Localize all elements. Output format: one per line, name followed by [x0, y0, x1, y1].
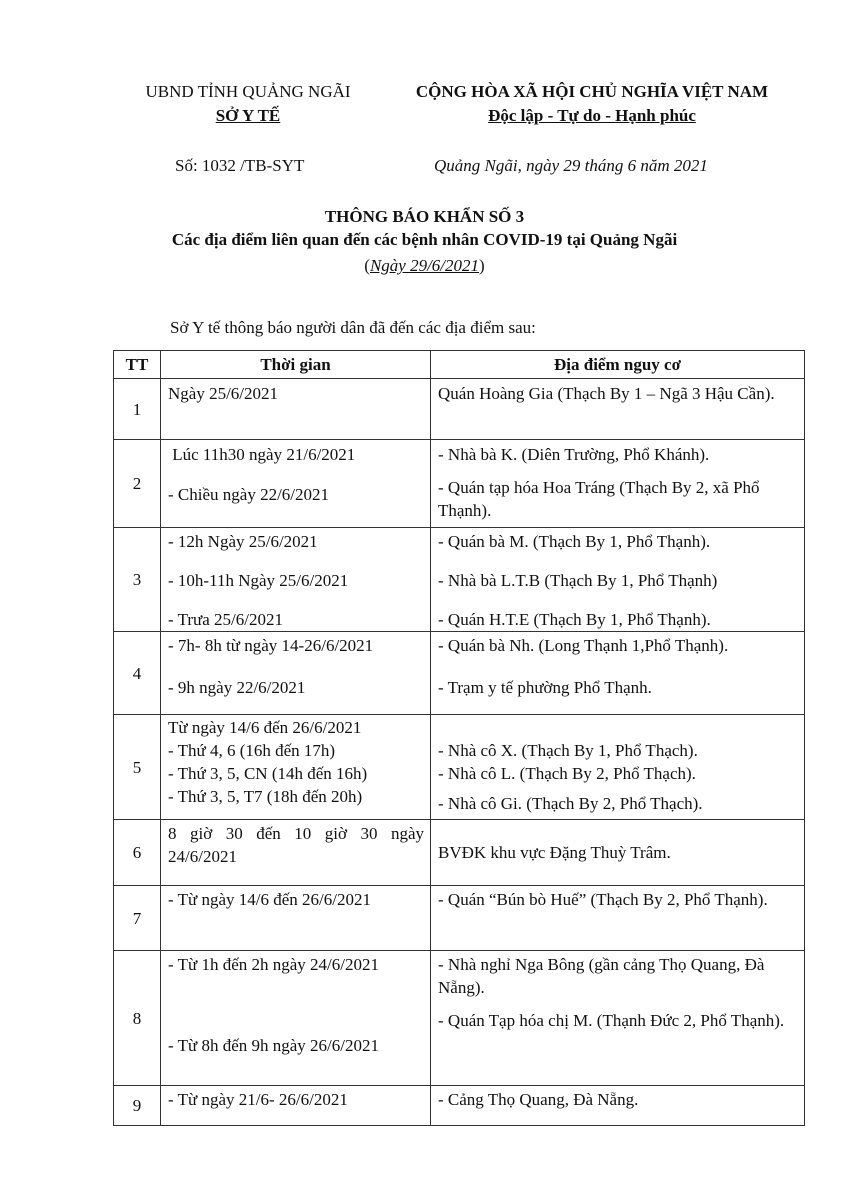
time-cell: [161, 715, 431, 820]
time-entry: 8 giờ 30 đến 10 giờ 30 ngày 24/6/2021: [168, 824, 424, 866]
national-motto: CỘNG HÒA XÃ HỘI CHỦ NGHĨA VIỆT NAM: [415, 82, 769, 101]
time-cell: [161, 440, 431, 528]
time-entry: Lúc 11h30 ngày 21/6/2021: [168, 445, 356, 464]
agency-name: [118, 106, 378, 126]
row-number: 5: [114, 715, 161, 820]
notice-date-open: (: [364, 256, 370, 275]
place-cell: [431, 715, 805, 820]
row-number: 8: [114, 951, 161, 1086]
place-entry: BVĐK khu vực Đặng Thuỳ Trâm.: [438, 843, 671, 862]
time-cell: [161, 379, 431, 440]
time-entry: - Từ ngày 21/6- 26/6/2021: [168, 1090, 348, 1109]
notice-date: [0, 256, 849, 276]
time-entry: Từ ngày 14/6 đến 26/6/2021: [168, 718, 362, 737]
time-entry: - 9h ngày 22/6/2021: [168, 678, 306, 697]
time-entry: - Từ 1h đến 2h ngày 24/6/2021: [168, 955, 379, 974]
row-number: 2: [114, 440, 161, 528]
time-entry: - Từ 8h đến 9h ngày 26/6/2021: [168, 1036, 379, 1055]
place-entry: - Quán bà Nh. (Long Thạnh 1,Phổ Thạnh).: [438, 636, 729, 655]
time-entry: - 7h- 8h từ ngày 14-26/6/2021: [168, 636, 374, 655]
time-entry: - Từ ngày 14/6 đến 26/6/2021: [168, 890, 371, 909]
header-tt: TT: [114, 351, 161, 379]
header-time: Thời gian: [161, 351, 431, 379]
row-number: 3: [114, 528, 161, 632]
table-row: [114, 440, 805, 528]
table-row: [114, 951, 805, 1086]
intro-text: Sở Y tế thông báo người dân đã đến các địa điểm sau:: [170, 318, 536, 337]
motto-subtitle-text: Độc lập - Tự do - Hạnh phúc: [488, 106, 696, 125]
place-entry: - Quán tạp hóa Hoa Tráng (Thạch By 2, xã Phổ Thạnh).: [438, 478, 760, 520]
place-entry: - Nhà cô Gi. (Thạch By 2, Phổ Thạch).: [438, 794, 703, 813]
table-row: [114, 715, 805, 820]
row-number: 9: [114, 1086, 161, 1126]
table-row: [114, 1086, 805, 1126]
time-cell: [161, 886, 431, 951]
place-cell: [431, 820, 805, 886]
place-entry: - Nhà bà L.T.B (Thạch By 1, Phổ Thạnh): [438, 571, 718, 590]
notice-date-text: Ngày 29/6/2021: [369, 256, 480, 275]
agency-name-text: SỞ Y TẾ: [215, 106, 281, 125]
place-cell: [431, 886, 805, 951]
place-entry: - Quán Tạp hóa chị M. (Thạnh Đức 2, Phổ Thạnh).: [438, 1011, 785, 1030]
time-entry: - Chiều ngày 22/6/2021: [168, 485, 330, 504]
time-entry: - Trưa 25/6/2021: [168, 610, 284, 629]
row-number: 1: [114, 379, 161, 440]
place-cell: [431, 1086, 805, 1126]
table-row: [114, 820, 805, 886]
table-header-row: [114, 351, 805, 379]
place-cell: [431, 951, 805, 1086]
time-cell: [161, 951, 431, 1086]
document-date: Quảng Ngãi, ngày 29 tháng 6 năm 2021: [434, 156, 708, 175]
place-cell: [431, 528, 805, 632]
row-number: 4: [114, 632, 161, 715]
place-entry: - Quán H.T.E (Thạch By 1, Phổ Thạnh).: [438, 610, 711, 629]
place-cell: [431, 632, 805, 715]
place-entry: - Nhà cô L. (Thạch By 2, Phổ Thạch).: [438, 764, 696, 783]
place-entry: - Trạm y tế phường Phổ Thạnh.: [438, 678, 652, 697]
time-entry: - Thứ 3, 5, T7 (18h đến 20h): [168, 787, 363, 806]
place-entry: - Cảng Thọ Quang, Đà Nẵng.: [438, 1090, 639, 1109]
notice-subtitle: Các địa điểm liên quan đến các bệnh nhân COVID-19 tại Quảng Ngãi: [171, 230, 678, 249]
place-entry: Quán Hoàng Gia (Thạch By 1 – Ngã 3 Hậu Cần).: [438, 384, 775, 403]
time-cell: [161, 528, 431, 632]
motto-subtitle: [388, 106, 796, 126]
time-entry: - 12h Ngày 25/6/2021: [168, 532, 318, 551]
header-place: Địa điểm nguy cơ: [431, 351, 805, 379]
risk-locations-table: [113, 350, 805, 1126]
notice-title: THÔNG BÁO KHẨN SỐ 3: [324, 207, 525, 226]
place-cell: [431, 379, 805, 440]
time-entry: Ngày 25/6/2021: [168, 384, 279, 403]
time-cell: [161, 632, 431, 715]
place-entry: - Quán bà M. (Thạch By 1, Phổ Thạnh).: [438, 532, 711, 551]
place-entry: - Nhà cô X. (Thạch By 1, Phổ Thạch).: [438, 741, 698, 760]
time-entry: - 10h-11h Ngày 25/6/2021: [168, 571, 349, 590]
table-row: [114, 886, 805, 951]
time-entry: - Thứ 3, 5, CN (14h đến 16h): [168, 764, 368, 783]
notice-date-close: ): [479, 256, 485, 275]
place-entry: - Nhà nghỉ Nga Bông (gần cảng Thọ Quang, Đà Nẵng).: [438, 955, 765, 997]
table-row: [114, 379, 805, 440]
row-number: 7: [114, 886, 161, 951]
time-cell: [161, 820, 431, 886]
time-cell: [161, 1086, 431, 1126]
place-entry: - Nhà bà K. (Diên Trường, Phổ Khánh).: [438, 445, 710, 464]
table-row: [114, 632, 805, 715]
place-entry: - Quán “Bún bò Huế” (Thạch By 2, Phổ Thạnh).: [438, 890, 768, 909]
document-number: Số: 1032 /TB-SYT: [175, 156, 305, 175]
place-cell: [431, 440, 805, 528]
row-number: 6: [114, 820, 161, 886]
table-row: [114, 528, 805, 632]
agency-parent: UBND TỈNH QUẢNG NGÃI: [145, 82, 351, 101]
time-entry: - Thứ 4, 6 (16h đến 17h): [168, 741, 336, 760]
